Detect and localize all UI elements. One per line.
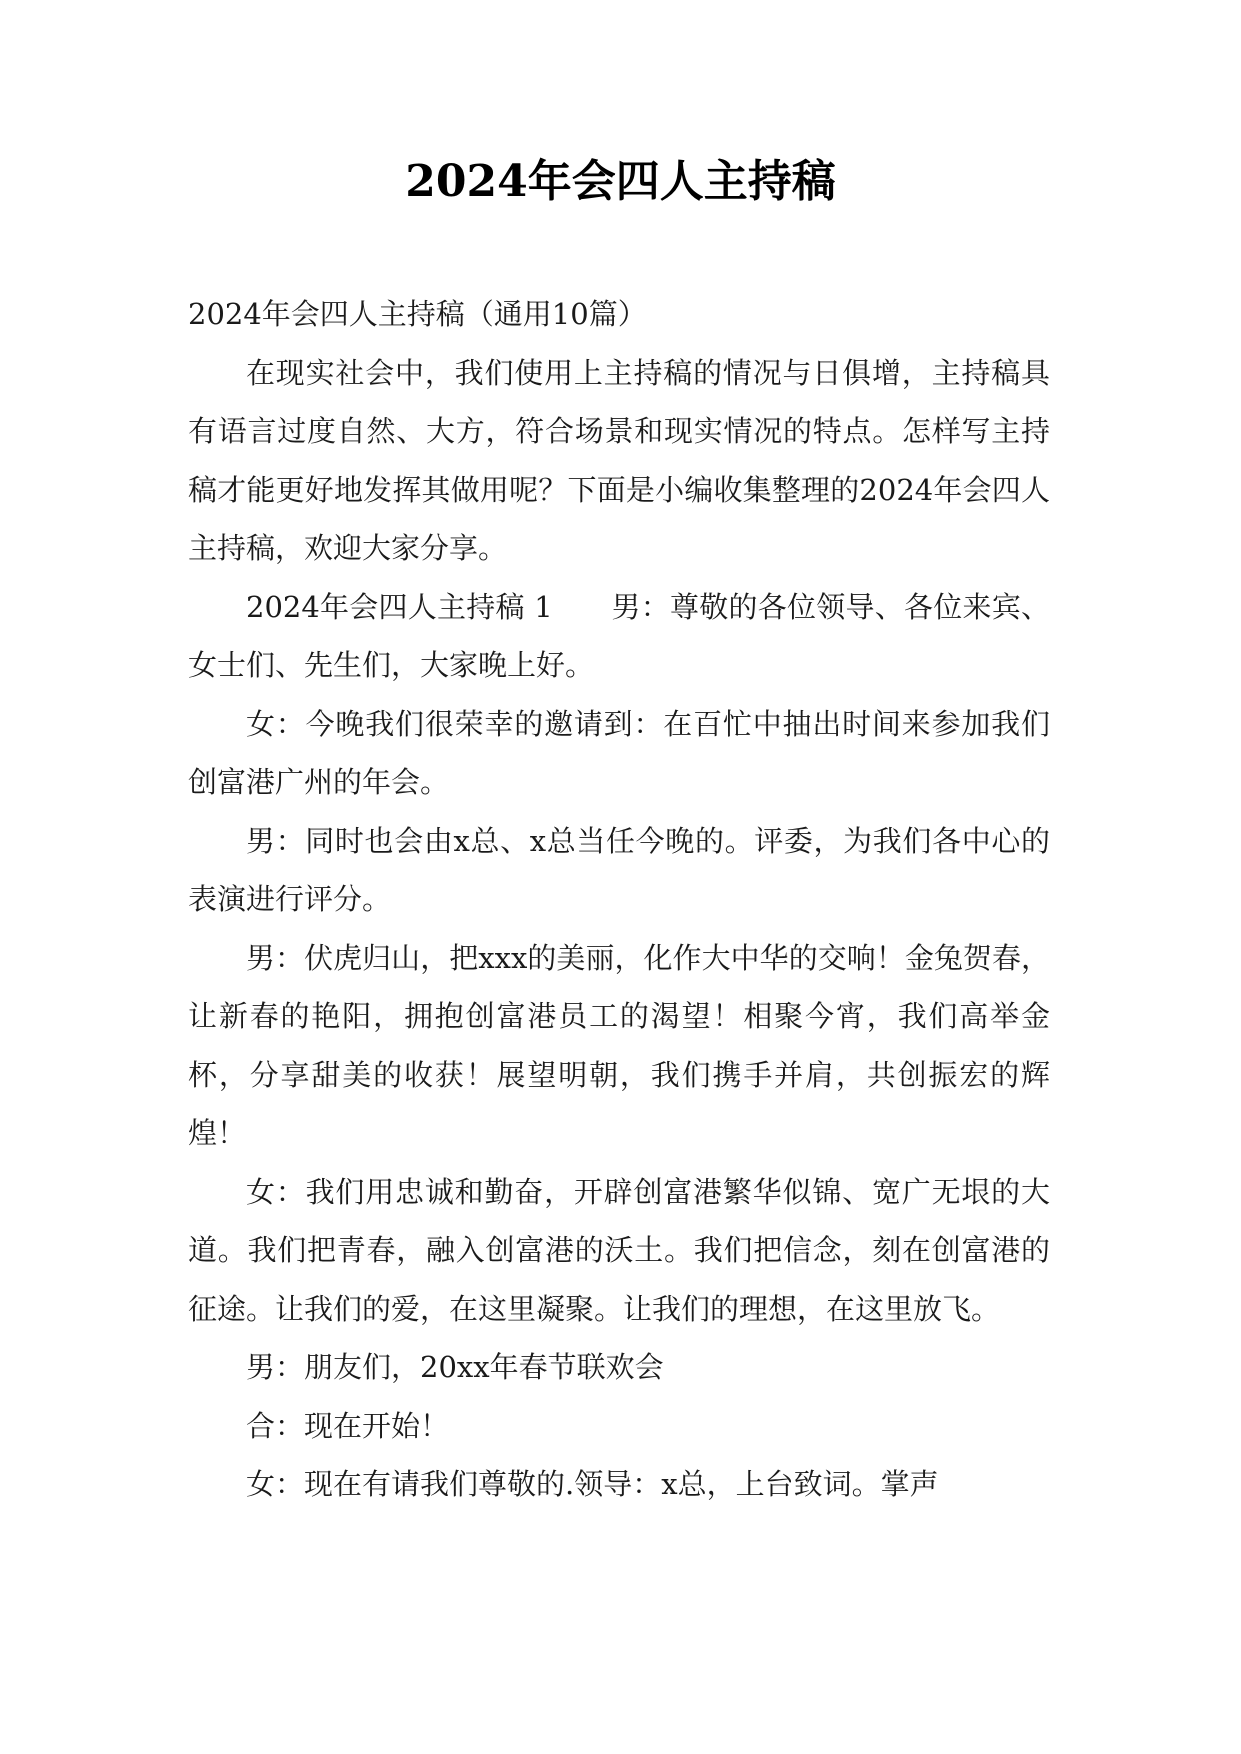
paragraph-male-poem: 男：伏虎归山，把xxx的美丽，化作大中华的交响！金兔贺春，让新春的艳阳，拥抱创富港员工的渴望！相聚今宵，我们高举金杯，分享甜美的收获！展望明朝，我们携手并肩，共创振宏的辉煌！: [188, 940, 1050, 1150]
paragraph-female-welcome: 女：今晚我们很荣幸的邀请到：在百忙中抽出时间来参加我们创富港广州的年会。: [188, 706, 1050, 799]
document-title: 2024年会四人主持稿: [405, 156, 836, 207]
paragraph-together-start: 合：现在开始！: [246, 1408, 450, 1443]
paragraph-intro: 在现实社会中，我们使用上主持稿的情况与日俱增，主持稿具有语言过度自然、大方，符合场景和现实情况的特点。怎样写主持稿才能更好地发挥其做用呢？下面是小编收集整理的2024年会四人主持稿，欢迎大家分享。: [188, 355, 1050, 565]
paragraph-female-invite: 女：现在有请我们尊敬的.领导：x总，上台致词。掌声: [246, 1467, 939, 1501]
paragraph-male-judges: 男：同时也会由x总、x总当任今晚的。评委，为我们各中心的表演进行评分。: [188, 823, 1050, 916]
document-body: [188, 285, 1050, 1514]
paragraph-female-poem: 女：我们用忠诚和勤奋，开辟创富港繁华似锦、宽广无垠的大道。我们把青春，融入创富港的沃土。我们把信念，刻在创富港的征途。让我们的爱，在这里凝聚。让我们的理想，在这里放飞。: [188, 1174, 1050, 1326]
paragraph-male-announce: 男：朋友们，20xx年春节联欢会: [246, 1350, 664, 1384]
document-subtitle: 2024年会四人主持稿（通用10篇）: [188, 297, 647, 331]
paragraph-host-opening: 2024年会四人主持稿 1 男：尊敬的各位领导、各位来宾、女士们、先生们，大家晚上好。: [188, 589, 1050, 682]
